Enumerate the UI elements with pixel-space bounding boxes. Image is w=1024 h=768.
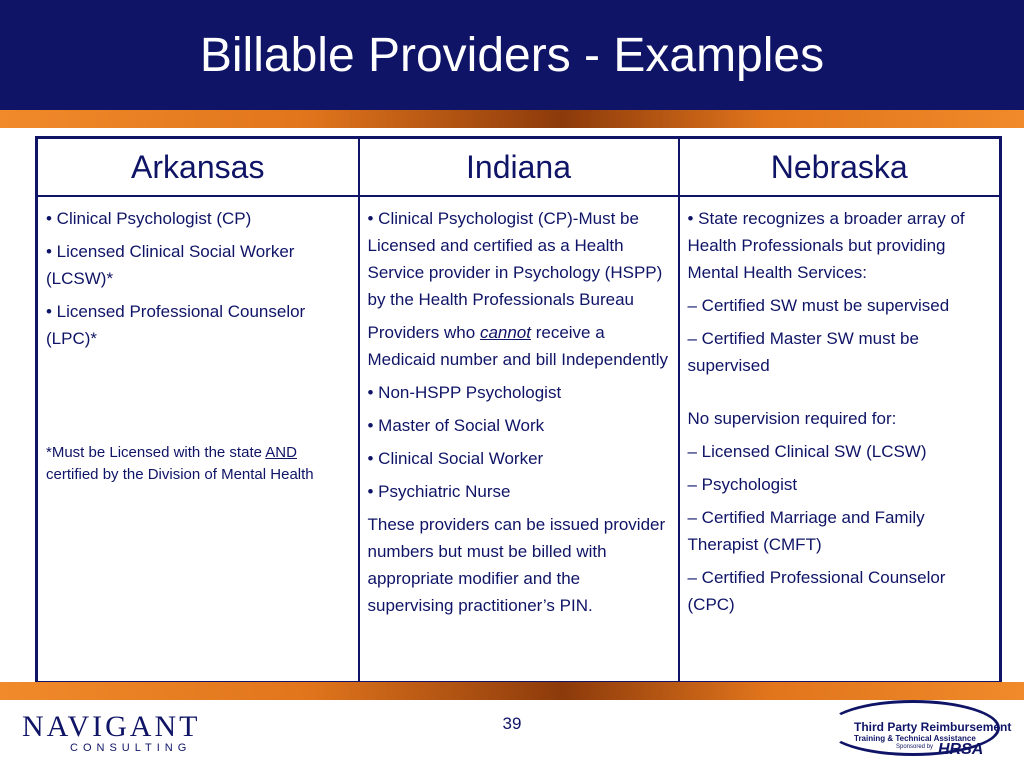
note-text: certified by the Division of Mental Health xyxy=(46,466,314,483)
indiana-cell xyxy=(359,196,679,683)
nebraska-item: – Licensed Clinical SW (LCSW) xyxy=(687,442,927,461)
nebraska-paragraph: • State recognizes a broader array of Health Professionals but providing Mental Health Services: xyxy=(687,209,965,282)
note-text: *Must be Licensed with the state xyxy=(46,444,266,461)
logo-sponsored: Sponsored by xyxy=(896,744,934,750)
nebraska-cell xyxy=(679,196,1001,683)
arkansas-item: • Licensed Clinical Social Worker (LCSW)* xyxy=(46,242,295,288)
header-indiana: Indiana xyxy=(359,138,679,197)
nebraska-item: – Psychologist xyxy=(687,475,798,494)
nebraska-item: – Certified Professional Counselor (CPC) xyxy=(687,568,946,614)
third-party-reimbursement-logo xyxy=(826,700,1012,762)
navigant-wordmark: NAVIGANT xyxy=(22,710,201,743)
indiana-paragraph: These providers can be issued provider numbers but must be billed with appropriate modifier and the supervising practitioner’s PIN. xyxy=(367,515,666,615)
arkansas-cell xyxy=(37,196,359,683)
providers-table xyxy=(35,136,1002,684)
header-arkansas: Arkansas xyxy=(37,138,359,197)
orange-stripe-bottom xyxy=(0,682,1024,700)
arkansas-item: • Clinical Psychologist (CP) xyxy=(46,209,252,228)
logo-line1: Third Party Reimbursement xyxy=(854,720,1012,734)
nebraska-heading: No supervision required for: xyxy=(687,409,897,428)
indiana-item: • Psychiatric Nurse xyxy=(367,482,511,501)
cannot-emphasis: cannot xyxy=(479,323,531,342)
nebraska-item: – Certified Master SW must be supervised xyxy=(687,329,919,375)
navigant-subtitle: CONSULTING xyxy=(70,742,192,754)
arkansas-item: • Licensed Professional Counselor (LPC)* xyxy=(46,302,306,348)
page-number: 39 xyxy=(502,714,522,733)
paragraph-text: Providers who xyxy=(367,323,480,342)
slide-title: Billable Providers - Examples xyxy=(199,29,825,82)
indiana-paragraph: • Clinical Psychologist (CP)-Must be Licensed and certified as a Health Service provider in Psychology (HSPP) by the Health Professionals Bureau xyxy=(367,209,663,309)
indiana-item: • Non-HSPP Psychologist xyxy=(367,383,562,402)
table-header-row xyxy=(37,138,1001,197)
hrsa-logo: HRSA xyxy=(938,741,984,758)
table-body-row xyxy=(37,196,1001,683)
spacer xyxy=(688,385,992,405)
nebraska-item: – Certified Marriage and Family Therapist (CMFT) xyxy=(687,508,925,554)
indiana-item: • Master of Social Work xyxy=(367,416,545,435)
note-and-emphasis: AND xyxy=(265,444,297,461)
arkansas-note xyxy=(46,442,350,486)
nebraska-item: – Certified SW must be supervised xyxy=(687,296,950,315)
logo-line2: Training & Technical Assistance xyxy=(854,734,976,743)
indiana-item: • Clinical Social Worker xyxy=(367,449,544,468)
orange-stripe-top xyxy=(0,110,1024,128)
indiana-paragraph xyxy=(368,319,670,373)
paragraph-text: receive a Medicaid number and bill Independently xyxy=(367,323,669,369)
header-nebraska: Nebraska xyxy=(679,138,1001,197)
